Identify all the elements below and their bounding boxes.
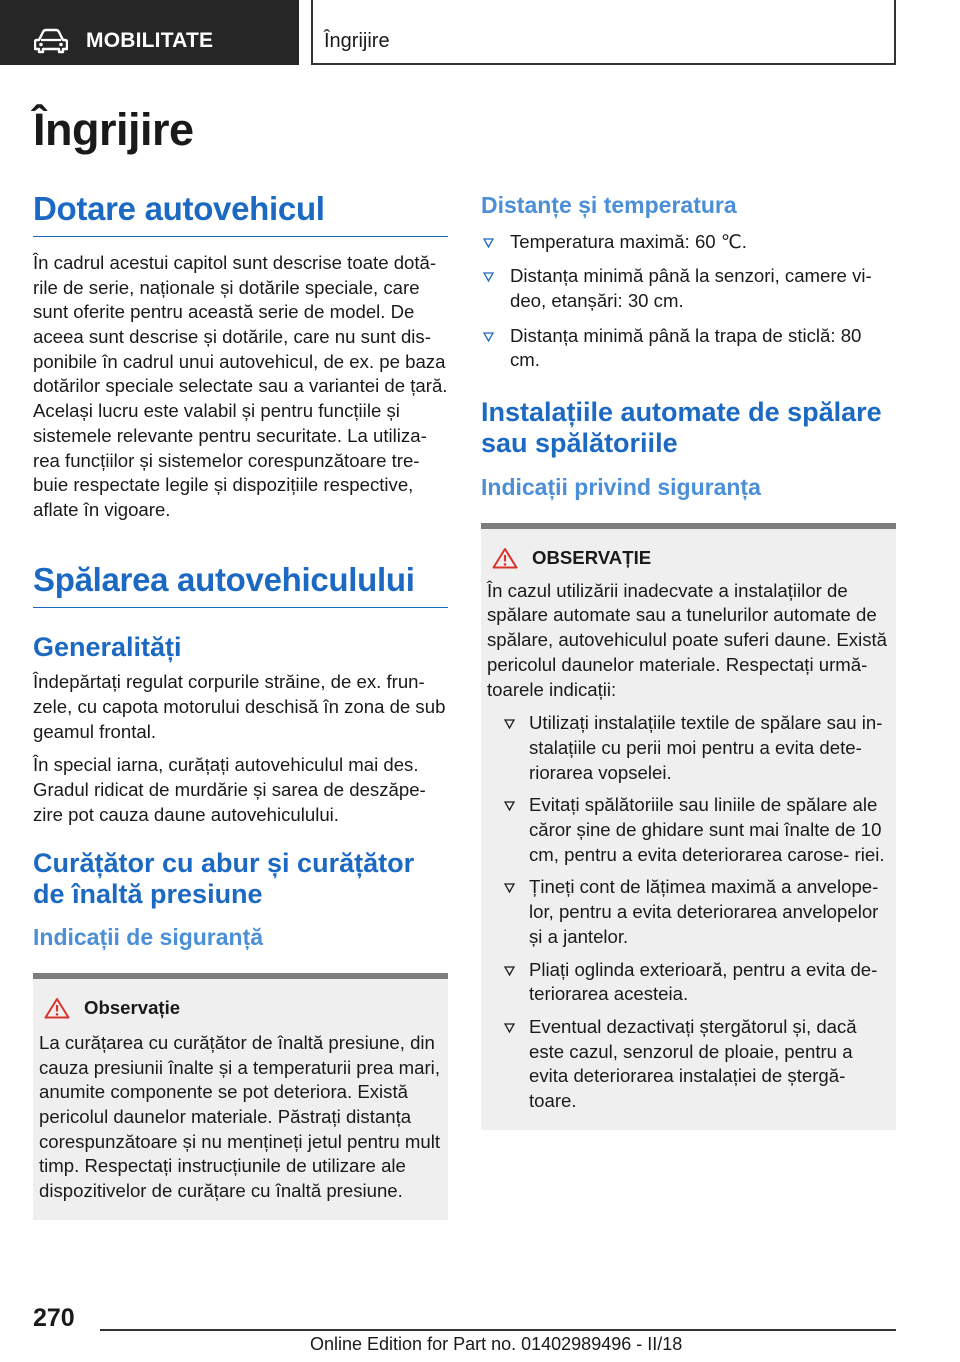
page-number: 270 [33,1304,75,1332]
list-item: Temperatura maximă: 60 ℃. [481,230,896,255]
car-icon [34,28,68,54]
left-column [33,190,448,1220]
list-item: Evitați spălătoriile sau liniile de spălare ale căror șine de ghidare sunt mai înalte de 10 cm, pentru a evita deteriorarea carose- riei. [487,793,890,867]
warning-text: În cazul utilizării inadecvate a instalațiilor de spălare automate sau a tunelurilor automate de spălare, autovehiculul poate suferi daune. Există pericolul daunelor materiale. Respectați urmă- toarele indicații: [487,579,888,700]
note-box [33,973,448,1220]
paragraph-generalitati-1: Îndepărtați regulat corpurile străine, de ex. frun- zele, cu capota motorului deschisă în zona de sub geamul frontal. [33,671,446,742]
page-title: Îngrijire [33,104,194,155]
warning-triangle-icon [44,997,70,1019]
list-item: Distanța minimă până la trapa de sticlă: 80 cm. [481,324,896,373]
list-item: Eventual dezactivați ștergătorul și, dacă este cazul, senzorul de ploaie, pentru a evita deteriorarea instalației de ștergă- toare. [487,1015,890,1114]
bullet-triangle-icon [504,801,515,811]
footer-divider [100,1329,896,1331]
header-divider-right [894,0,896,65]
bullet-triangle-icon [504,719,515,729]
heading-instalatii-automate: Instalațiile automate de spălare sau spălătoriile [481,397,882,458]
heading-indicatii-privind-siguranta: Indicații privind siguranța [481,474,761,501]
warning-title: OBSERVAȚIE [532,546,652,568]
warning-list [487,711,890,1114]
section-label: MOBILITATE [86,29,214,52]
distance-list [481,230,896,374]
header-underline [311,63,896,65]
page-header [0,0,960,66]
note-text: La curățarea cu curățător de înaltă presiune, din cauza presiunii înalte și a temperaturii prea mari, anumite componente se pot deteriora. Există pericolul daunelor materiale. Păstrați distanța corespunzătoare și nu mențineți jetul pentru mult timp. Respectați instrucțiunile de utilizare ale dispozitivelor de curățare cu înaltă presiune. [39,1031,441,1202]
section-tab[interactable] [0,0,299,65]
bullet-triangle-icon [483,272,494,282]
bullet-triangle-icon [504,966,515,976]
right-column [481,190,896,1130]
warning-box [481,523,896,1130]
note-title-row [44,995,442,1021]
chapter-label: Îngrijire [324,30,390,52]
list-item: Țineți cont de lățimea maximă a anvelope- lor, pentru a evita deteriorarea anvelopelor și a jantelor. [487,875,890,949]
heading-curatator: Curățător cu abur și curățător de înaltă presiune [33,848,415,909]
bullet-triangle-icon [504,883,515,893]
bullet-triangle-icon [483,332,494,342]
warning-title-row [492,545,890,571]
list-item: Distanța minimă până la senzori, camere vi- deo, etanșări: 30 cm. [481,264,896,313]
heading-distante-temperatura: Distanțe și temperatura [481,192,737,218]
paragraph-dotare: În cadrul acestui capitol sunt descrise toate dotă- rile de serie, naționale și dotările speciale, care sunt oferite pentru această serie de model. De aceea sunt descrise și dotările, care nu sunt dis- ponibile în cadrul unui autovehicul, de ex. pe baza dotărilor speciale selectate sau a variantei de țară. Același lucru este valabil și pentru funcțiile și sistemele relevante pentru securitate. La utiliza- rea funcțiilor și sistemelor corespunzătoare tre- buie respectate legile și dispozițiile respective, aflate în vigoare. [33,251,448,520]
bullet-triangle-icon [504,1023,515,1033]
heading-dotare-autovehicul: Dotare autovehicul [33,190,448,237]
list-item: Utilizați instalațiile textile de spălare sau in- stalațiile cu perii moi pentru a evita dete- riorarea vopselei. [487,711,890,785]
heading-generalitati: Generalități [33,631,182,662]
warning-triangle-icon [492,547,518,569]
bullet-triangle-icon [483,238,494,248]
heading-indicatii-siguranta: Indicații de siguranță [33,924,264,951]
list-item: Pliați oglinda exterioară, pentru a evita de- teriorarea acesteia. [487,958,890,1007]
note-title: Observație [84,996,181,1018]
header-divider [311,0,313,65]
paragraph-generalitati-2: În special iarna, curățați autovehiculul mai des. Gradul ridicat de murdărie și sarea de deszăpe- zire pot cauza daune autovehiculului. [33,754,426,825]
heading-spalarea-autovehiculului: Spălarea autovehiculului [33,561,448,608]
edition-label: Online Edition for Part no. 01402989496 - II/18 [310,1334,683,1354]
